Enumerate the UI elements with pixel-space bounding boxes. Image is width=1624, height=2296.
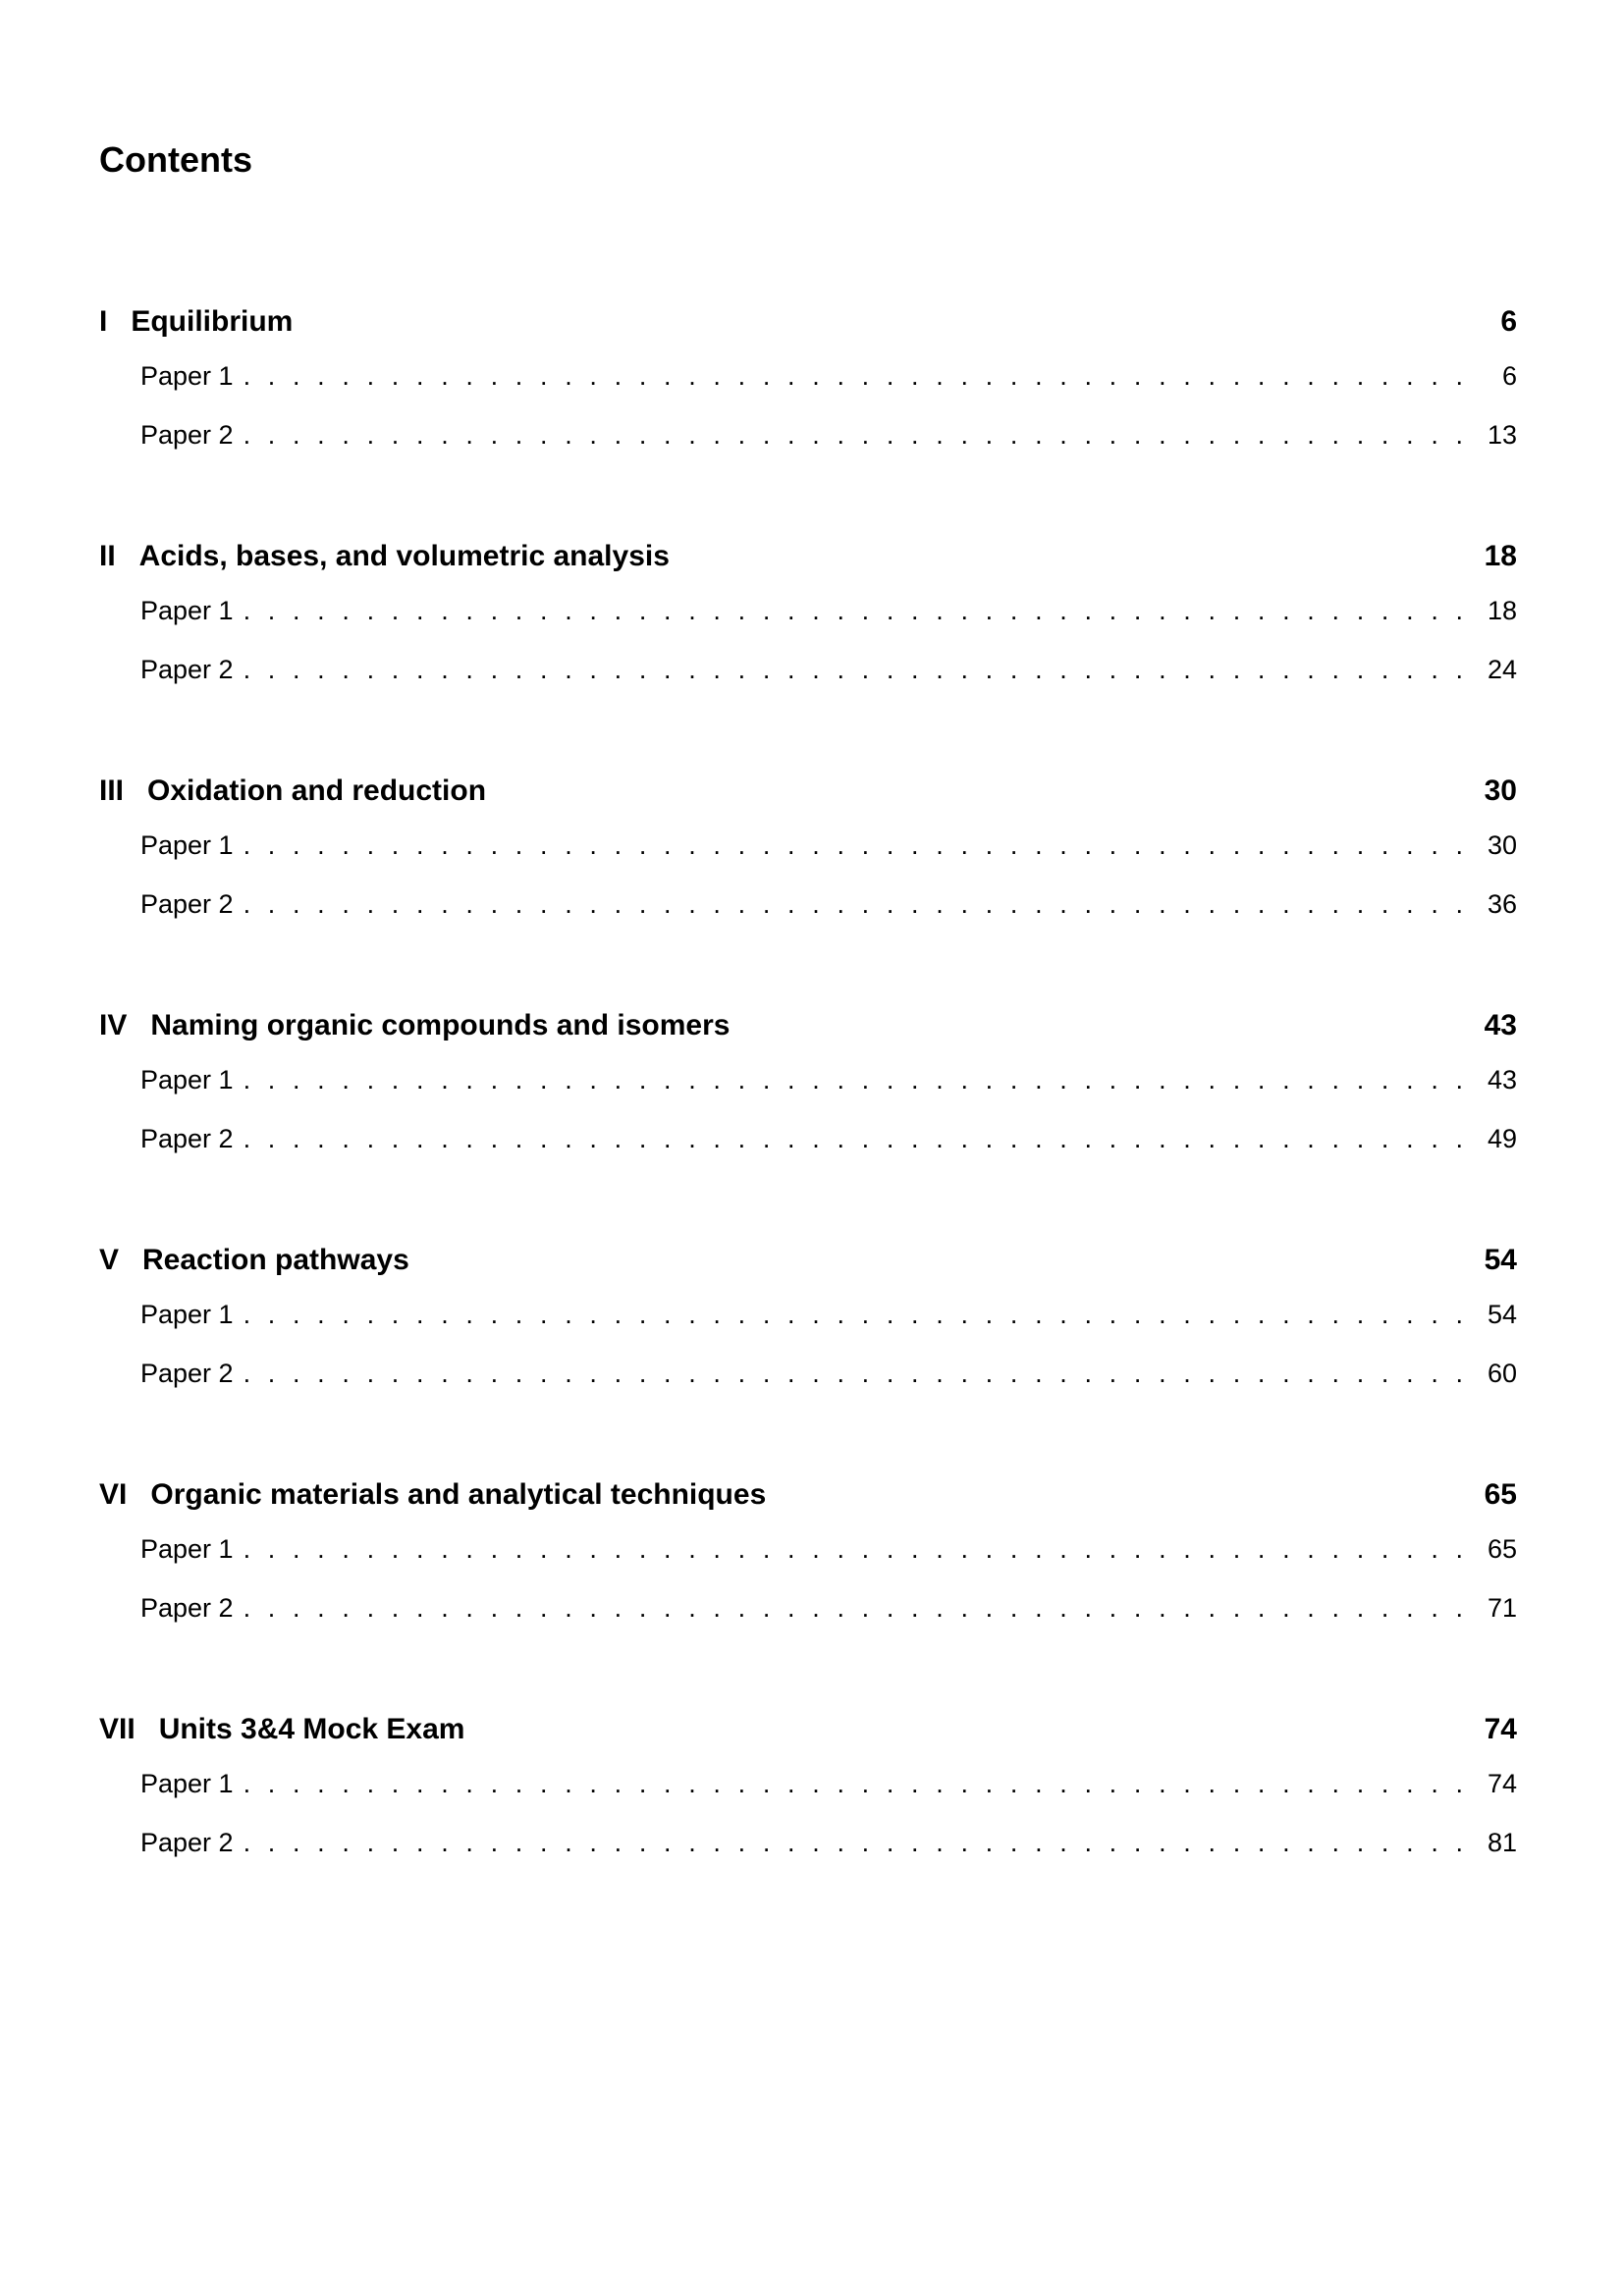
toc-entry-link[interactable] xyxy=(99,1344,1517,1403)
entry-page-number: 24 xyxy=(1487,655,1517,684)
toc-entry-link[interactable] xyxy=(99,816,1517,875)
toc-entry-link[interactable] xyxy=(99,1578,1517,1637)
entry-page-number: 13 xyxy=(1487,420,1517,450)
entry-label: Paper 2 xyxy=(140,889,234,919)
toc-entry-link[interactable] xyxy=(99,1050,1517,1109)
part-heading-link[interactable] xyxy=(99,1001,1517,1050)
dot-leader xyxy=(244,1109,1466,1168)
entry-label: Paper 1 xyxy=(140,1300,234,1329)
part-heading-link[interactable] xyxy=(99,1236,1517,1285)
entry-label: Paper 2 xyxy=(140,655,234,684)
part-page-number: 54 xyxy=(1484,1244,1517,1276)
entry-label: Paper 2 xyxy=(140,1593,234,1623)
toc-entry-link[interactable] xyxy=(99,347,1517,405)
part-number: VII xyxy=(99,1713,135,1745)
toc-entry-link[interactable] xyxy=(99,1754,1517,1813)
toc-entry-link[interactable] xyxy=(99,1285,1517,1344)
entry-label: Paper 1 xyxy=(140,1065,234,1095)
part-number: I xyxy=(99,305,108,338)
entry-label: Paper 1 xyxy=(140,1534,234,1564)
entry-page-number: 54 xyxy=(1487,1300,1517,1329)
entry-label: Paper 1 xyxy=(140,1769,234,1798)
toc-part xyxy=(99,532,1517,767)
part-number: III xyxy=(99,774,125,807)
part-page-number: 65 xyxy=(1484,1478,1517,1511)
part-number: VI xyxy=(99,1478,128,1511)
part-number: IV xyxy=(99,1009,128,1041)
entry-page-number: 36 xyxy=(1487,889,1517,919)
part-page-number: 74 xyxy=(1484,1713,1517,1745)
dot-leader xyxy=(244,1578,1466,1637)
toc-part xyxy=(99,1470,1517,1705)
toc-part xyxy=(99,1001,1517,1236)
entry-page-number: 65 xyxy=(1487,1534,1517,1564)
entry-label: Paper 1 xyxy=(140,830,234,860)
part-title: Organic materials and analytical techniques xyxy=(150,1478,767,1511)
entry-page-number: 71 xyxy=(1487,1593,1517,1623)
toc-entry-link[interactable] xyxy=(99,1109,1517,1168)
dot-leader xyxy=(244,1754,1466,1813)
toc-part xyxy=(99,1705,1517,1940)
part-page-number: 6 xyxy=(1500,305,1517,338)
table-of-contents xyxy=(99,297,1517,1940)
entry-label: Paper 2 xyxy=(140,1828,234,1857)
page-title: Contents xyxy=(99,139,252,180)
part-title: Equilibrium xyxy=(131,305,294,338)
dot-leader xyxy=(244,581,1466,640)
entry-label: Paper 1 xyxy=(140,596,234,625)
entry-page-number: 18 xyxy=(1487,596,1517,625)
dot-leader xyxy=(244,1344,1466,1403)
part-title: Oxidation and reduction xyxy=(147,774,487,807)
part-title: Reaction pathways xyxy=(142,1244,409,1276)
part-page-number: 30 xyxy=(1484,774,1517,807)
dot-leader xyxy=(244,1050,1466,1109)
part-page-number: 43 xyxy=(1484,1009,1517,1041)
dot-leader xyxy=(244,816,1466,875)
entry-label: Paper 2 xyxy=(140,420,234,450)
part-page-number: 18 xyxy=(1484,540,1517,572)
entry-page-number: 60 xyxy=(1487,1359,1517,1388)
dot-leader xyxy=(244,1520,1466,1578)
part-heading-link[interactable] xyxy=(99,767,1517,816)
part-title: Acids, bases, and volumetric analysis xyxy=(138,540,670,572)
entry-page-number: 6 xyxy=(1501,361,1517,391)
part-number: II xyxy=(99,540,116,572)
part-heading-link[interactable] xyxy=(99,297,1517,347)
toc-entry-link[interactable] xyxy=(99,875,1517,934)
toc-part xyxy=(99,297,1517,532)
part-heading-link[interactable] xyxy=(99,1470,1517,1520)
toc-entry-link[interactable] xyxy=(99,640,1517,699)
dot-leader xyxy=(244,1285,1466,1344)
toc-entry-link[interactable] xyxy=(99,581,1517,640)
part-heading-link[interactable] xyxy=(99,532,1517,581)
toc-entry-link[interactable] xyxy=(99,405,1517,464)
entry-label: Paper 1 xyxy=(140,361,234,391)
dot-leader xyxy=(244,640,1466,699)
dot-leader xyxy=(244,875,1466,934)
entry-page-number: 43 xyxy=(1487,1065,1517,1095)
toc-part xyxy=(99,767,1517,1001)
dot-leader xyxy=(244,405,1466,464)
entry-page-number: 74 xyxy=(1487,1769,1517,1798)
dot-leader xyxy=(244,347,1466,405)
part-title: Units 3&4 Mock Exam xyxy=(158,1713,465,1745)
part-title: Naming organic compounds and isomers xyxy=(150,1009,731,1041)
entry-page-number: 30 xyxy=(1487,830,1517,860)
part-heading-link[interactable] xyxy=(99,1705,1517,1754)
toc-entry-link[interactable] xyxy=(99,1813,1517,1872)
dot-leader xyxy=(244,1813,1466,1872)
entry-page-number: 49 xyxy=(1487,1124,1517,1153)
entry-page-number: 81 xyxy=(1487,1828,1517,1857)
part-number: V xyxy=(99,1244,120,1276)
entry-label: Paper 2 xyxy=(140,1359,234,1388)
toc-part xyxy=(99,1236,1517,1470)
entry-label: Paper 2 xyxy=(140,1124,234,1153)
toc-entry-link[interactable] xyxy=(99,1520,1517,1578)
